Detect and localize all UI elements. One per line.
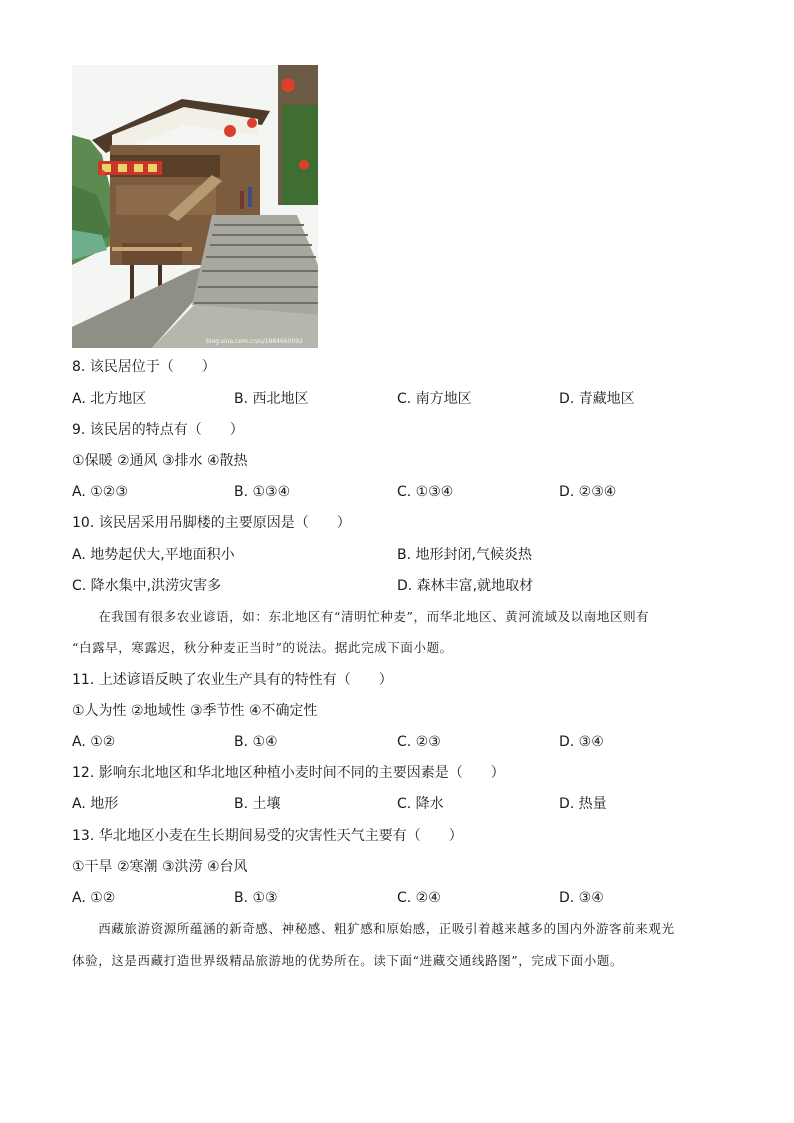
question-11-stem: 11. 上述谚语反映了农业生产具有的特性有（ ） [72,672,393,688]
question-11-statements: ①人为性 ②地域性 ③季节性 ④不确定性 [72,703,318,719]
question-9-option-b[interactable]: B. ①③④ [234,484,291,500]
question-10-option-a[interactable]: A. 地势起伏大,平地面积小 [72,547,235,563]
question-11-option-c[interactable]: C. ②③ [397,734,441,750]
passage-2-line-2: 体验，这是西藏打造世界级精品旅游地的优势所在。读下面“进藏交通线路图”，完成下面小题。 [72,953,624,968]
question-12-option-d[interactable]: D. 热量 [559,796,607,812]
passage-1-line-1: 在我国有很多农业谚语，如：东北地区有“清明忙种麦”，而华北地区、黄河流域及以南地区则有 [72,609,650,624]
question-9-option-a[interactable]: A. ①②③ [72,484,128,500]
question-13-option-d[interactable]: D. ③④ [559,890,604,906]
passage-2-line-1: 西藏旅游资源所蕴涵的新奇感、神秘感、粗犷感和原始感，正吸引着越来越多的国内外游客前来观光 [72,921,675,936]
question-12-stem: 12. 影响东北地区和华北地区种植小麦时间不同的主要因素是（ ） [72,765,505,781]
question-10-option-d[interactable]: D. 森林丰富,就地取材 [397,578,534,594]
stilt-house-photo [72,65,318,348]
question-13-statements: ①干旱 ②寒潮 ③洪涝 ④台风 [72,859,248,875]
question-8-option-c[interactable]: C. 南方地区 [397,391,472,407]
question-9-stem: 9. 该民居的特点有（ ） [72,422,244,438]
question-12-option-b[interactable]: B. 土壤 [234,796,281,812]
question-11-option-a[interactable]: A. ①② [72,734,116,750]
question-10-option-c[interactable]: C. 降水集中,洪涝灾害多 [72,578,222,594]
question-8-option-b[interactable]: B. 西北地区 [234,391,309,407]
question-12-option-c[interactable]: C. 降水 [397,796,444,812]
passage-1-line-2: “白露早，寒露迟，秋分种麦正当时”的说法。据此完成下面小题。 [72,640,453,655]
question-8-option-d[interactable]: D. 青藏地区 [559,391,635,407]
question-9-option-c[interactable]: C. ①③④ [397,484,454,500]
question-11-option-b[interactable]: B. ①④ [234,734,278,750]
question-9-statements: ①保暖 ②通风 ③排水 ④散热 [72,453,248,469]
question-13-option-a[interactable]: A. ①② [72,890,116,906]
question-13-option-c[interactable]: C. ②④ [397,890,441,906]
question-10-option-b[interactable]: B. 地形封闭,气候炎热 [397,547,532,563]
photo-watermark: blog.sina.com.cn/u/1884660092 [206,338,303,345]
question-9-option-d[interactable]: D. ②③④ [559,484,617,500]
question-13-stem: 13. 华北地区小麦在生长期间易受的灾害性天气主要有（ ） [72,828,463,844]
question-10-stem: 10. 该民居采用吊脚楼的主要原因是（ ） [72,515,351,531]
question-13-option-b[interactable]: B. ①③ [234,890,278,906]
stilt-house-illustration [72,65,318,348]
question-11-option-d[interactable]: D. ③④ [559,734,604,750]
question-12-option-a[interactable]: A. 地形 [72,796,119,812]
question-8-stem: 8. 该民居位于（ ） [72,359,216,375]
question-8-option-a[interactable]: A. 北方地区 [72,391,147,407]
